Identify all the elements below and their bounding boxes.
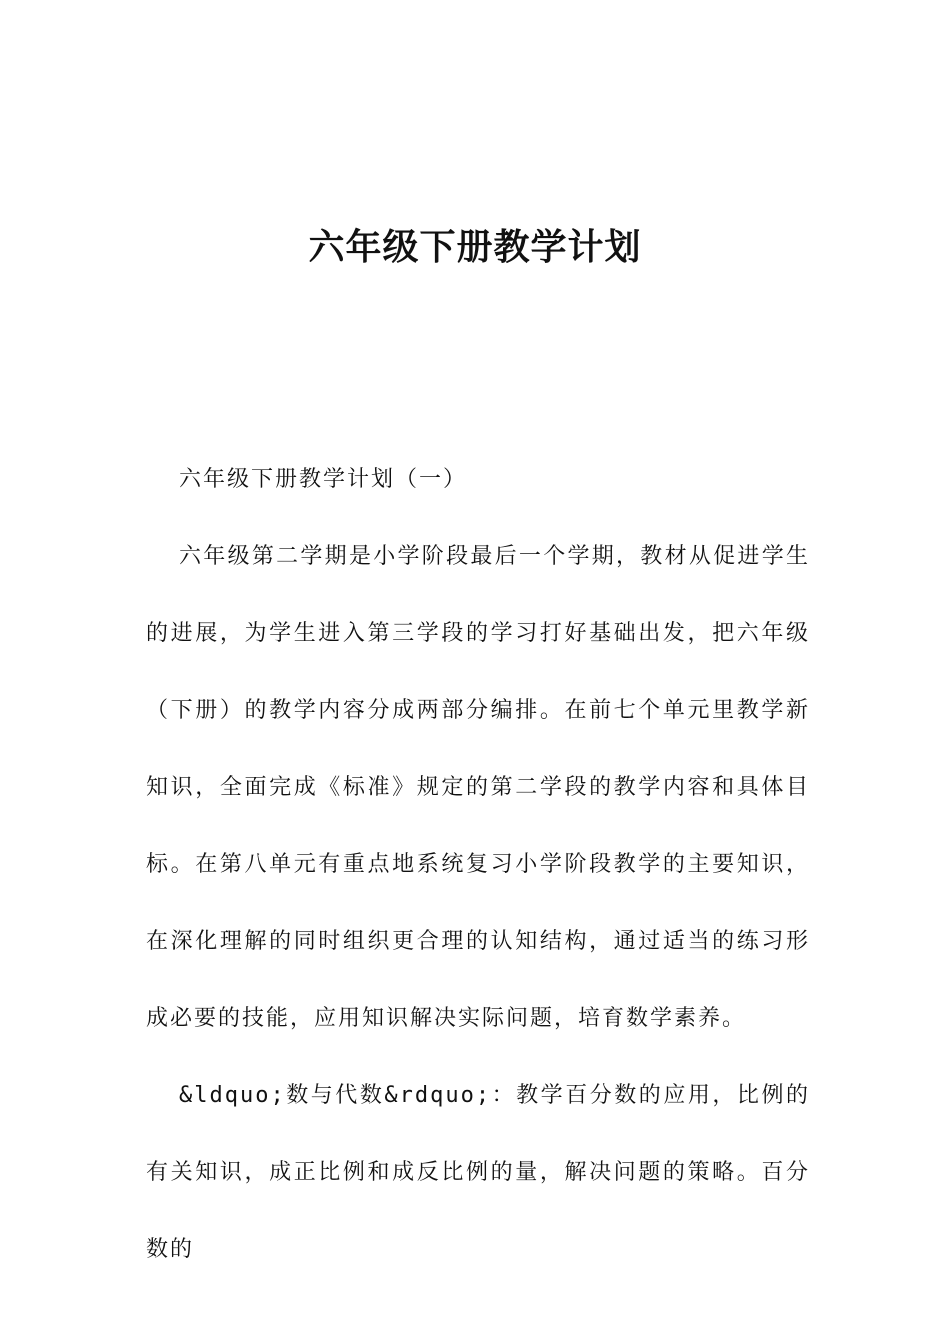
body-paragraph: &ldquo;数与代数&rdquo;：教学百分数的应用，比例的有关知识，成正比例和成反比例的量，解决问题的策略。百分数的 <box>146 1083 810 1262</box>
document-title: 六年级下册教学计划 <box>308 227 642 268</box>
document-body <box>146 441 810 1288</box>
body-paragraph: 六年级第二学期是小学阶段最后一个学期，教材从促进学生的进展，为学生进入第三学段的学习打好基础出发，把六年级（下册）的教学内容分成两部分编排。在前七个单元里教学新知识，全面完成《标准》规定的第二学段的教学内容和具体目标。在第八单元有重点地系统复习小学阶段教学的主要知识，在深化理解的同时组织更合理的认知结构，通过适当的练习形成必要的技能，应用知识解决实际问题，培育数学素养。 <box>146 544 810 1031</box>
section-heading: 六年级下册教学计划（一） <box>179 467 468 492</box>
